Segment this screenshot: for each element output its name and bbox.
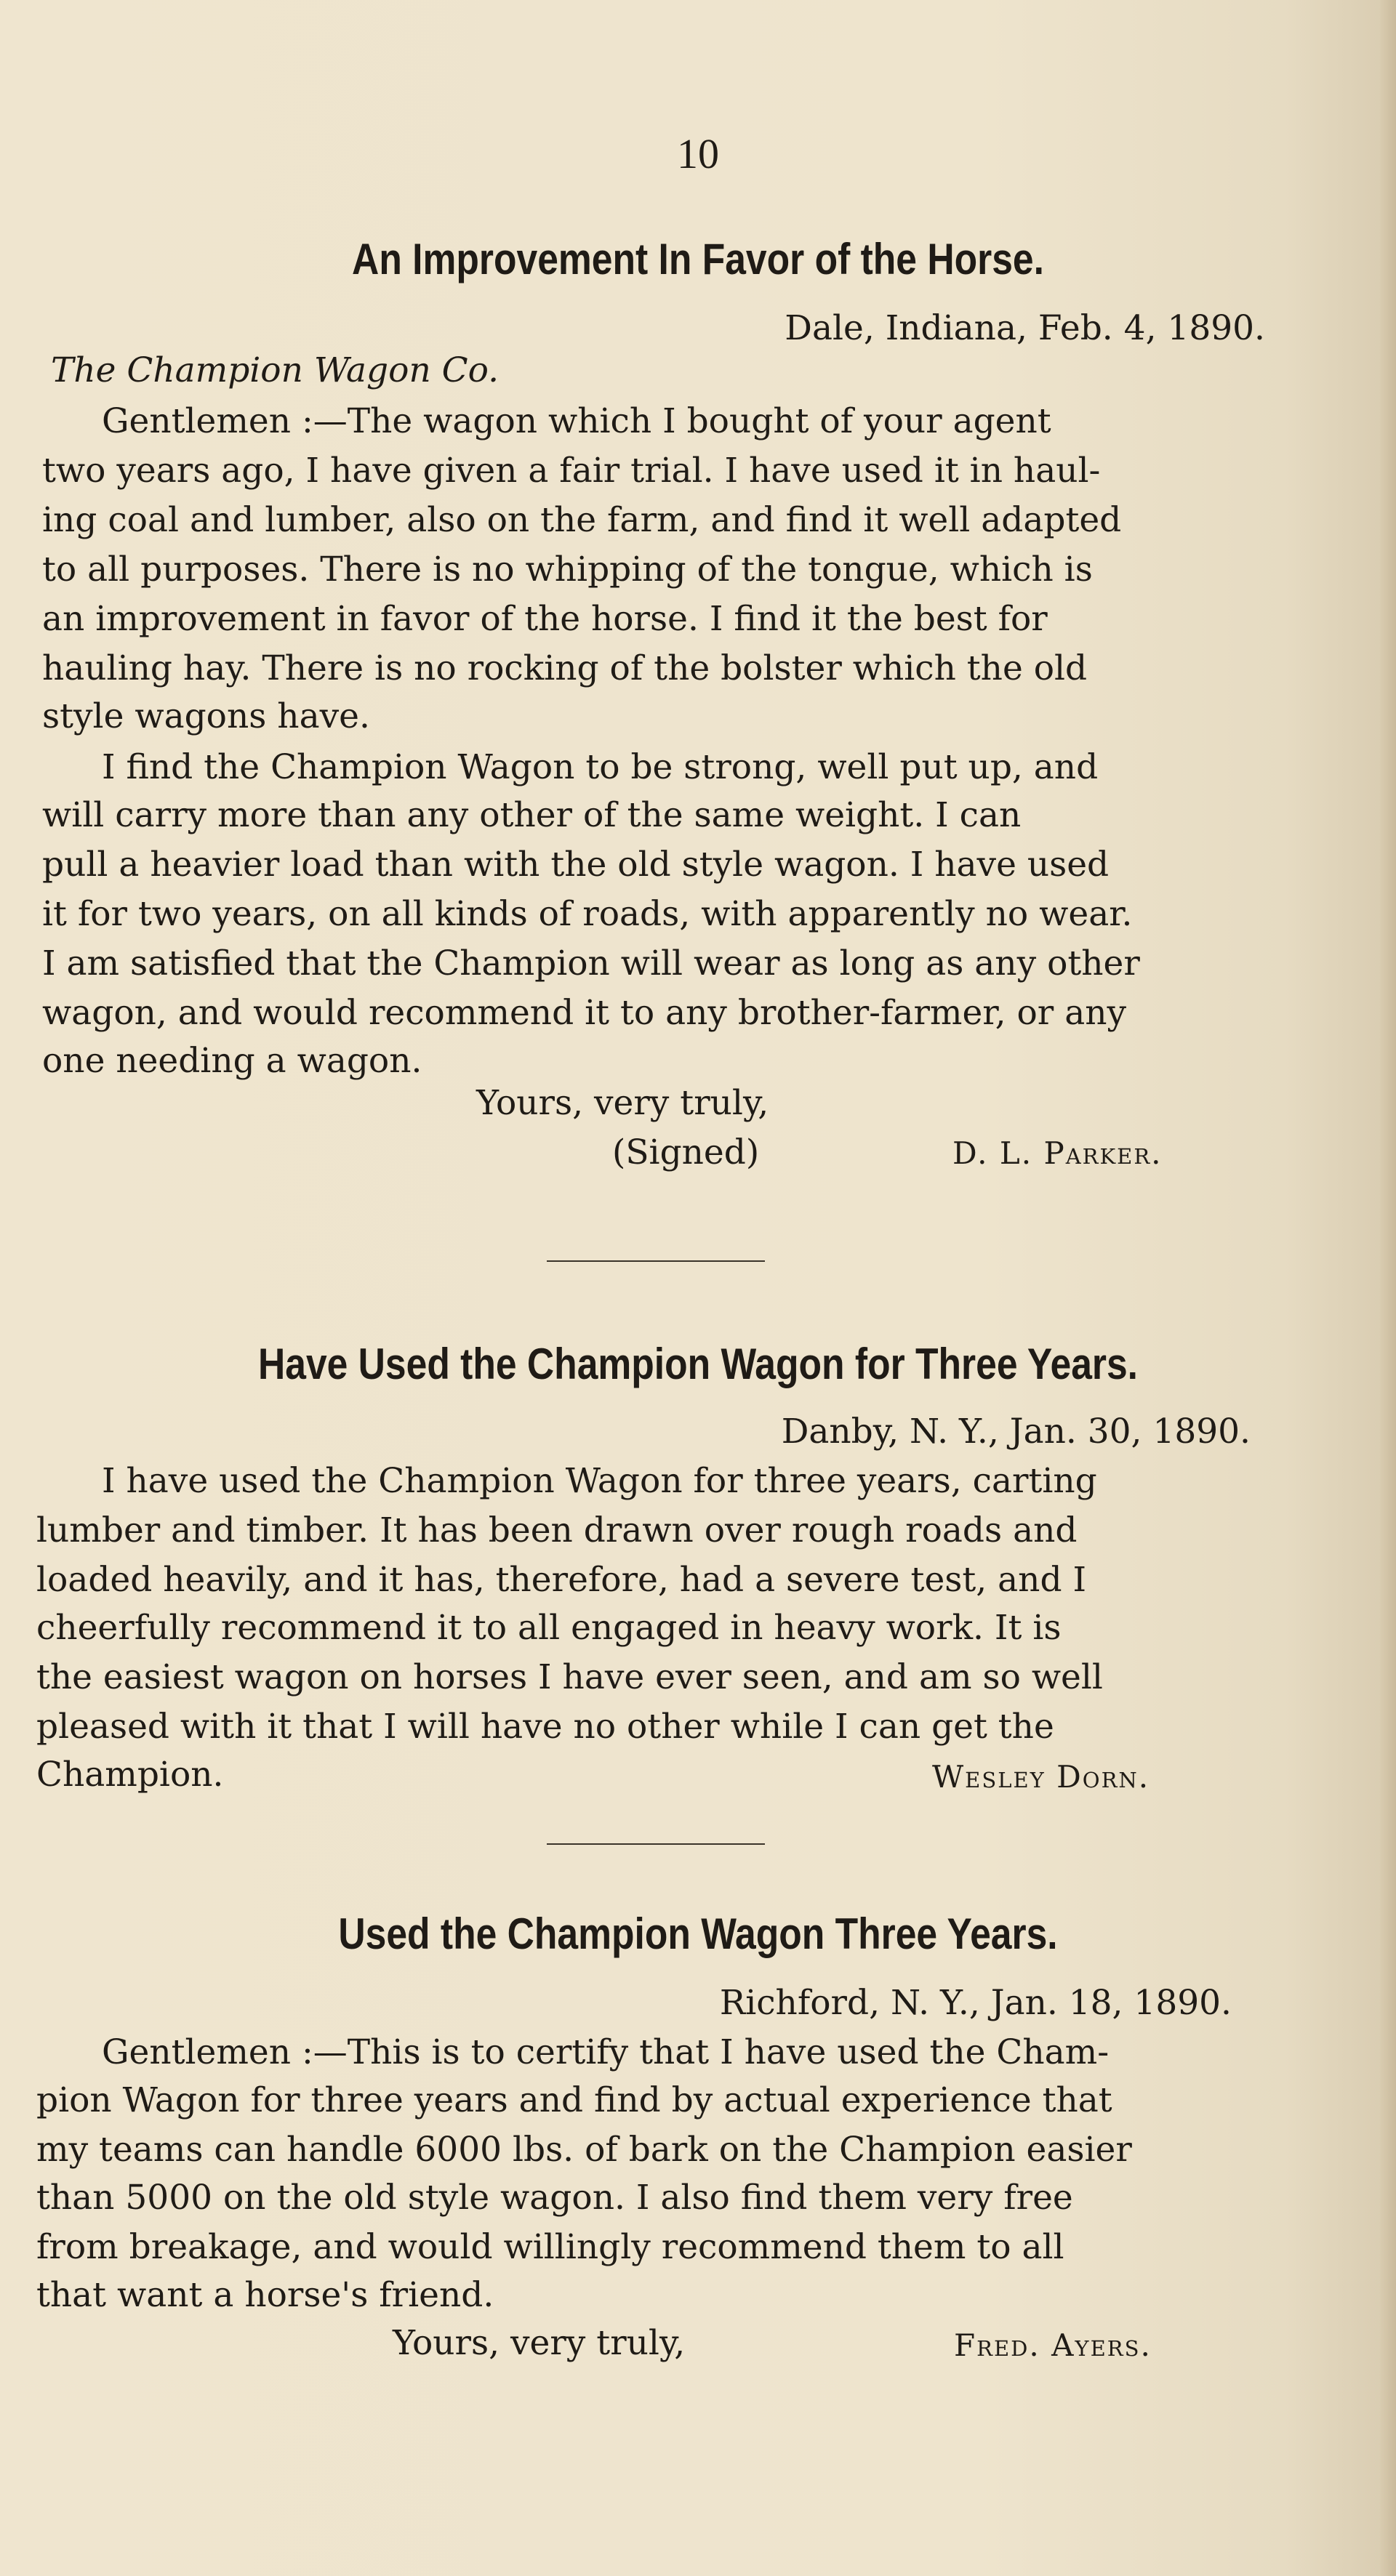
letter-1-body-line: ing coal and lumber, also on the farm, and find it well adapted (42, 500, 1122, 540)
letter-3-closing: Yours, very truly, (393, 2323, 686, 2363)
letter-2-heading: Have Used the Champion Wagon for Three Years. (257, 1340, 1139, 1388)
letter-1-body-line: I find the Champion Wagon to be strong, well put up, and (102, 747, 1099, 787)
letter-1-heading: An Improvement In Favor of the Horse. (352, 235, 1044, 283)
letter-1-addressee: The Champion Wagon Co. (51, 350, 500, 390)
section-divider (547, 1260, 765, 1262)
letter-1-dateline: Dale, Indiana, Feb. 4, 1890. (785, 308, 1265, 348)
letter-1-body-line: Gentlemen :—The wagon which I bought of your agent (102, 401, 1051, 441)
letter-1-body-line: to all purposes. There is no whipping of the tongue, which is (42, 550, 1093, 589)
letter-2-dateline: Danby, N. Y., Jan. 30, 1890. (781, 1412, 1251, 1452)
letter-1-body-line: I am satisfied that the Champion will wear as long as any other (42, 943, 1140, 983)
letter-2-body-line: loaded heavily, and it has, therefore, had a severe test, and I (36, 1560, 1087, 1600)
letter-3-body-line: that want a horse's friend. (36, 2275, 494, 2315)
letter-1-body-line: it for two years, on all kinds of roads, with apparently no wear. (42, 894, 1133, 934)
letter-2-body-line: pleased with it that I will have no other while I can get the (36, 1707, 1054, 1747)
letter-2-body-line: the easiest wagon on horses I have ever seen, and am so well (36, 1657, 1103, 1697)
letter-1-body-line: pull a heavier load than with the old style wagon. I have used (42, 845, 1110, 885)
letter-1-body-line: wagon, and would recommend it to any brother-farmer, or any (42, 993, 1127, 1033)
letter-2-body-line: lumber and timber. It has been drawn over rough roads and (36, 1510, 1078, 1550)
page-number: 10 (677, 130, 719, 177)
letter-1-signed-label: (Signed) (612, 1132, 760, 1172)
letter-1-body-line: style wagons have. (42, 696, 370, 736)
letter-3-body-line: from breakage, and would willingly recommend them to all (36, 2227, 1064, 2267)
letter-1-body-line: will carry more than any other of the same weight. I can (42, 795, 1022, 835)
letter-3-body-line: pion Wagon for three years and find by actual experience that (36, 2080, 1112, 2120)
letter-1-body-line: two years ago, I have given a fair trial. I have used it in haul- (42, 451, 1101, 491)
letter-1-closing: Yours, very truly, (476, 1083, 769, 1123)
letter-3-signature: Fred. Ayers. (954, 2327, 1152, 2363)
letter-2-body-line: I have used the Champion Wagon for three years, carting (102, 1461, 1097, 1501)
letter-1-body-line: hauling hay. There is no rocking of the bolster which the old (42, 648, 1088, 688)
letter-1-body-line: an improvement in favor of the horse. I find it the best for (42, 599, 1048, 639)
letter-3-body-line: than 5000 on the old style wagon. I also find them very free (36, 2178, 1073, 2218)
letter-2-body-line: cheerfully recommend it to all engaged in heavy work. It is (36, 1608, 1062, 1648)
letter-2-body-line: Champion. (36, 1755, 224, 1795)
page-edge (1380, 0, 1396, 2576)
letter-3-body-line: my teams can handle 6000 lbs. of bark on the Champion easier (36, 2130, 1132, 2170)
letter-1-signature: D. L. Parker. (952, 1135, 1163, 1171)
section-divider (547, 1843, 765, 1845)
letter-1-body-line: one needing a wagon. (42, 1041, 422, 1081)
letter-3-dateline: Richford, N. Y., Jan. 18, 1890. (719, 1983, 1232, 2023)
letter-2-signature: Wesley Dorn. (932, 1759, 1150, 1795)
letter-3-body-line: Gentlemen :—This is to certify that I have used the Cham- (102, 2032, 1110, 2072)
letter-3-heading: Used the Champion Wagon Three Years. (338, 1909, 1058, 1958)
